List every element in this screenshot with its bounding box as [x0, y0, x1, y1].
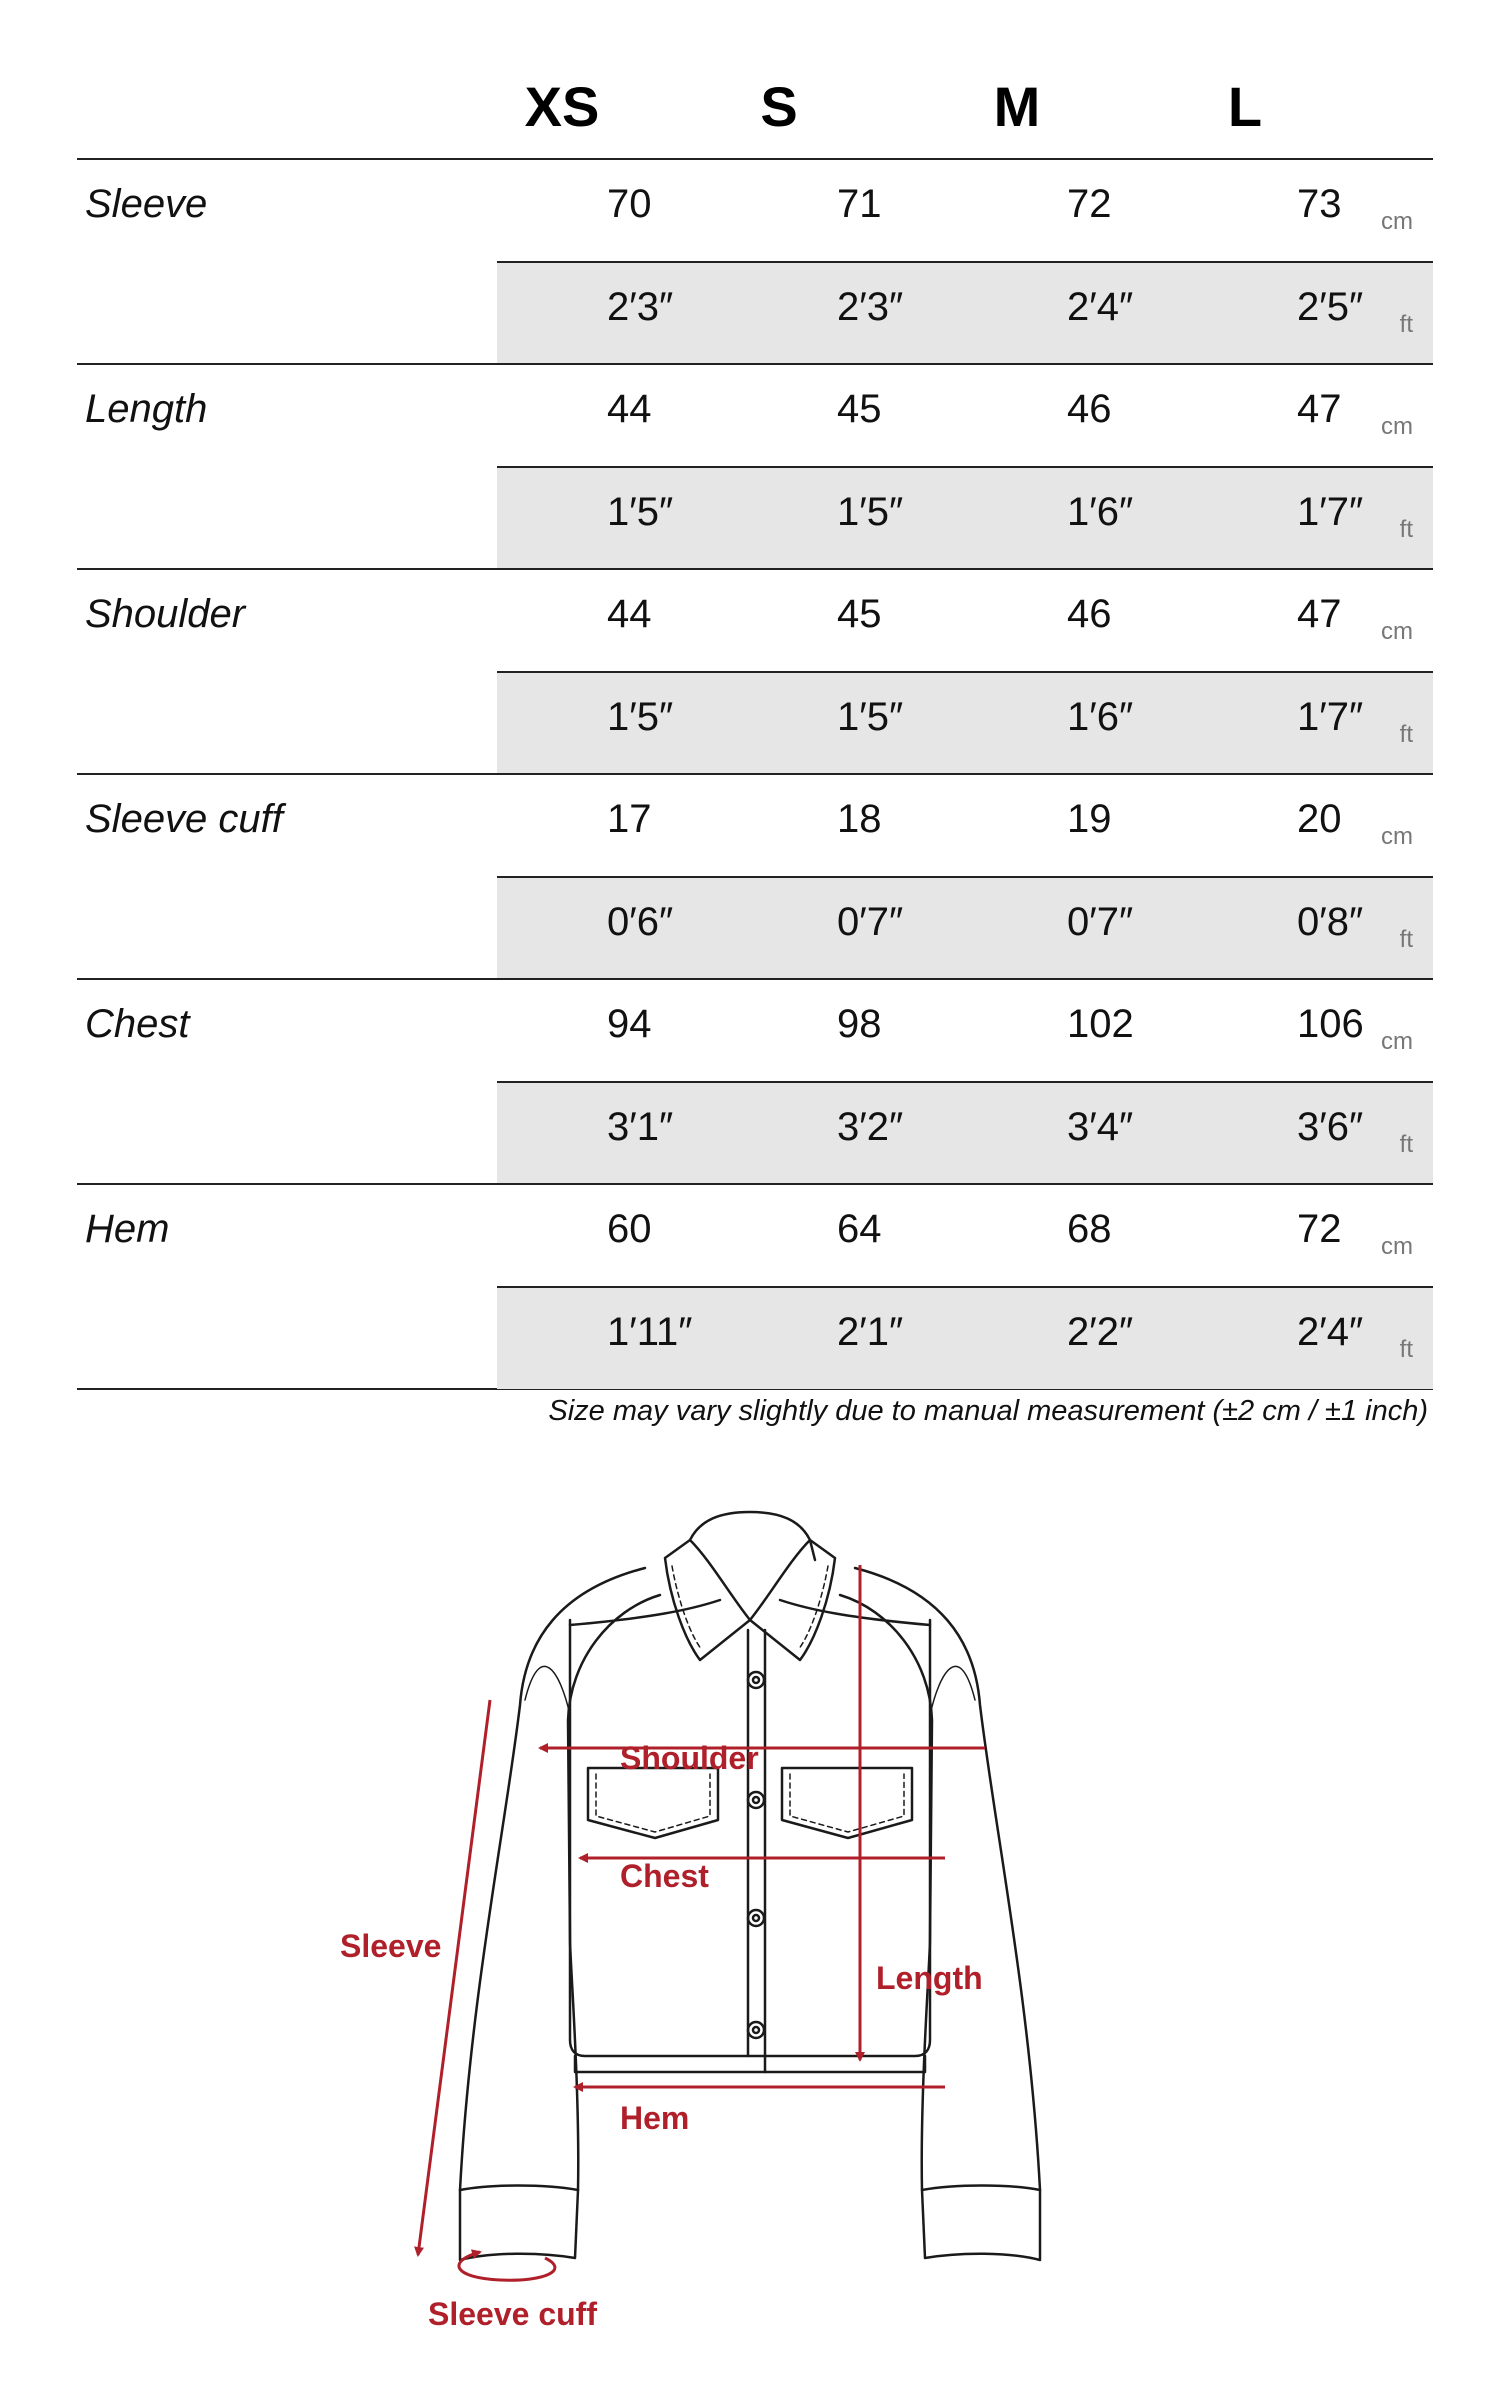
- size-xs-header: XS: [524, 75, 600, 138]
- sleeve-label: Sleeve: [340, 1928, 442, 1964]
- value-cm: 102: [1067, 1002, 1134, 1046]
- value-cm: 44: [607, 387, 652, 431]
- row-cm-values: [497, 1185, 1433, 1286]
- value-ft: 0′7″: [837, 900, 904, 944]
- measurement-name: Sleeve cuff: [85, 797, 283, 841]
- row-ft-values: [497, 1286, 1433, 1389]
- value-ft: 2′4″: [1067, 285, 1134, 329]
- unit-label: ft: [1399, 516, 1413, 543]
- size-header-row: [77, 60, 1433, 158]
- size-m-header: M: [993, 75, 1041, 138]
- measurement-name: Length: [85, 387, 208, 431]
- unit-label: cm: [1381, 1028, 1413, 1055]
- value-cm: 72: [1067, 182, 1112, 226]
- unit-label: cm: [1381, 413, 1413, 440]
- value-ft: 1′5″: [607, 490, 674, 534]
- value-ft: 2′2″: [1067, 1310, 1134, 1354]
- shoulder-label: Shoulder: [620, 1740, 759, 1776]
- value-ft: 2′4″: [1297, 1310, 1364, 1354]
- unit-label: ft: [1399, 721, 1413, 748]
- measurement-name: Sleeve: [85, 182, 208, 226]
- value-cm: 60: [607, 1207, 652, 1251]
- value-cm: 94: [607, 1002, 652, 1046]
- row-ft-values: [497, 671, 1433, 774]
- value-ft: 2′3″: [607, 285, 674, 329]
- value-cm: 45: [837, 387, 882, 431]
- unit-label: cm: [1381, 1233, 1413, 1260]
- value-cm: 47: [1297, 592, 1342, 636]
- unit-label: ft: [1399, 1336, 1413, 1363]
- value-cm: 106: [1297, 1002, 1364, 1046]
- value-ft: 0′7″: [1067, 900, 1134, 944]
- measurement-row: [77, 363, 1433, 568]
- value-ft: 1′11″: [607, 1310, 693, 1354]
- sleeve-arrow: [418, 1700, 490, 2255]
- value-ft: 1′5″: [607, 695, 674, 739]
- value-cm: 72: [1297, 1207, 1342, 1251]
- unit-label: cm: [1381, 823, 1413, 850]
- measurement-name: Hem: [85, 1207, 170, 1251]
- jacket-illustration: [0, 1500, 1500, 2380]
- value-ft: 1′5″: [837, 490, 904, 534]
- row-cm-values: [497, 980, 1433, 1081]
- row-ft-values: [497, 1081, 1433, 1184]
- value-ft: 0′6″: [607, 900, 674, 944]
- measurement-row: [77, 158, 1433, 363]
- row-cm-values: [497, 775, 1433, 876]
- value-cm: 46: [1067, 592, 1112, 636]
- jacket-outline: [460, 1512, 1040, 2260]
- row-ft-values: [497, 876, 1433, 979]
- unit-label: ft: [1399, 311, 1413, 338]
- value-cm: 46: [1067, 387, 1112, 431]
- size-s-header: S: [760, 75, 798, 138]
- value-cm: 18: [837, 797, 882, 841]
- row-cm-values: [497, 570, 1433, 671]
- size-chart-table: [77, 60, 1433, 1390]
- value-cm: 17: [607, 797, 652, 841]
- value-ft: 3′4″: [1067, 1105, 1134, 1149]
- value-ft: 1′6″: [1067, 490, 1134, 534]
- value-cm: 20: [1297, 797, 1342, 841]
- value-cm: 45: [837, 592, 882, 636]
- measurement-arrows: [418, 1565, 985, 2280]
- row-ft-values: [497, 466, 1433, 569]
- value-ft: 2′5″: [1297, 285, 1364, 329]
- value-ft: 1′5″: [837, 695, 904, 739]
- value-cm: 68: [1067, 1207, 1112, 1251]
- row-cm-values: [497, 365, 1433, 466]
- value-ft: 2′1″: [837, 1310, 904, 1354]
- value-ft: 3′2″: [837, 1105, 904, 1149]
- value-ft: 1′7″: [1297, 490, 1364, 534]
- size-l-header: L: [1227, 75, 1263, 138]
- measurement-row: [77, 1183, 1433, 1388]
- value-ft: 1′7″: [1297, 695, 1364, 739]
- measurement-row: [77, 773, 1433, 978]
- hem-label: Hem: [620, 2100, 690, 2136]
- value-ft: 2′3″: [837, 285, 904, 329]
- value-cm: 44: [607, 592, 652, 636]
- chest-label: Chest: [620, 1858, 709, 1894]
- value-ft: 3′6″: [1297, 1105, 1364, 1149]
- measurement-rows: [77, 158, 1433, 1388]
- sleeve-cuff-label: Sleeve cuff: [428, 2296, 597, 2332]
- unit-label: ft: [1399, 1131, 1413, 1158]
- value-ft: 0′8″: [1297, 900, 1364, 944]
- measurement-name: Chest: [85, 1002, 190, 1046]
- unit-label: cm: [1381, 618, 1413, 645]
- unit-label: cm: [1381, 208, 1413, 235]
- value-cm: 98: [837, 1002, 882, 1046]
- value-cm: 64: [837, 1207, 882, 1251]
- value-cm: 19: [1067, 797, 1112, 841]
- measurement-name: Shoulder: [85, 592, 246, 636]
- measurement-note: Size may vary slightly due to manual measurement (±2 cm / ±1 inch): [548, 1395, 1428, 1427]
- value-cm: 70: [607, 182, 652, 226]
- jacket-diagram: [0, 1500, 1500, 2380]
- length-label: Length: [876, 1960, 983, 1996]
- value-ft: 1′6″: [1067, 695, 1134, 739]
- measurement-row: [77, 568, 1433, 773]
- value-ft: 3′1″: [607, 1105, 674, 1149]
- measurement-row: [77, 978, 1433, 1183]
- unit-label: ft: [1399, 926, 1413, 953]
- row-ft-values: [497, 261, 1433, 364]
- value-cm: 73: [1297, 182, 1342, 226]
- row-cm-values: [497, 160, 1433, 261]
- value-cm: 47: [1297, 387, 1342, 431]
- value-cm: 71: [837, 182, 882, 226]
